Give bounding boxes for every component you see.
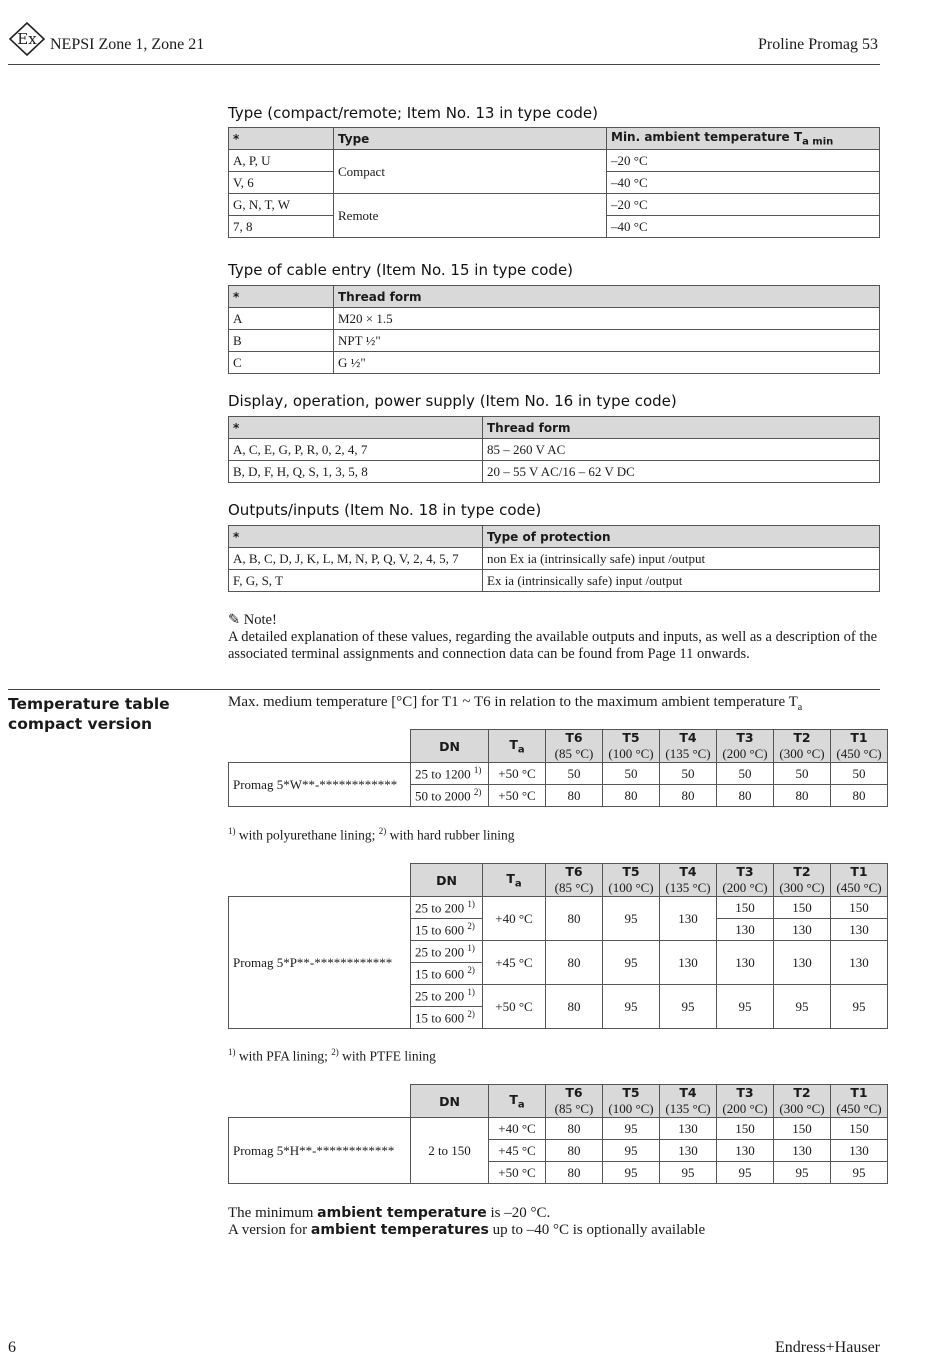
brand-name: Endress+Hauser [775,1339,880,1356]
temp-table-h [228,1084,888,1184]
table-header-row: DN $T_a$ T6 (85 °C) T5 (100 °C) T4 (135 °C) T3 (200 °C) T2 (300 °C) T1 (450 °C) [229,864,888,897]
table-row: B, D, F, H, Q, S, 1, 3, 5, 8 20 – 55 V AC/16 – 62 V DC [229,461,880,483]
cable-section-title: Type of cable entry (Item No. 15 in type code) [228,261,574,279]
col-type: Type [334,128,607,150]
table-header-row: * Thread form [229,417,880,439]
page-header [8,22,880,65]
section-divider [8,689,880,690]
table-row: A, C, E, G, P, R, 0, 2, 4, 7 85 – 260 V AC [229,439,880,461]
model-name: Promag 5*P**-************ [229,897,411,1029]
table-row: 15 to 600 $^{2)}$ [229,963,888,985]
note-block [228,612,878,663]
table-header-row: DN $T_a$ T6 (85 °C) T5 (100 °C) T4 (135 °C) T3 (200 °C) T2 (300 °C) T1 (450 °C) [229,730,888,763]
type-compact: Compact [334,150,607,194]
table-row: +50 °C 80 95 95 95 95 95 [229,1162,888,1184]
table-row: F, G, S, T Ex ia (intrinsically safe) input /output [229,570,880,592]
pencil-icon: ✎ [228,612,241,628]
footnote-p: $^{1)}$ with PFA lining; $^{2)}$ with PTFE lining [228,1047,436,1064]
table-row: C G ½" [229,352,880,374]
temp-table-w [228,729,888,807]
temp-table-p [228,863,888,1029]
closing-text: The minimum ambient temperature is –20 °C. A version for ambient temperatures up to –40 °C is optionally available [228,1205,706,1238]
table-row: A, P, U Compact –20 °C [229,150,880,172]
table-header-row: DN $T_a$ T6 (85 °C) T5 (100 °C) T4 (135 °C) T3 (200 °C) T2 (300 °C) T1 (450 °C) [229,1085,888,1118]
table-row: 50 to 2000 $^{2)}$ +50 °C 80 80 80 80 80 80 [229,785,888,807]
table-row: 25 to 200 $^{1)}$ +50 °C 80 95 95 95 95 95 [229,985,888,1007]
display-table [228,416,880,483]
side-heading: Temperature table compact version [8,695,170,733]
table-row: A M20 × 1.5 [229,308,880,330]
model-name: Promag 5*W**-************ [229,763,411,807]
outputs-section-title: Outputs/inputs (Item No. 18 in type code) [228,501,542,519]
table-header-row [229,128,880,150]
note-text: A detailed explanation of these values, regarding the available outputs and inputs, as well as a description of the associated terminal assignments and connection data can be found from Page 11 onwards. [228,629,878,662]
temperature-intro: Max. medium temperature [°C] for T1 ~ T6 in relation to the maximum ambient temperature $T_a$ [228,694,803,713]
table-row: +45 °C 80 95 130 130 130 130 [229,1140,888,1162]
table-row: Promag 5*P**-************ 25 to 200 $^{1)}$ +40 °C 80 95 130 150 150 150 [229,897,888,919]
table-row: V, 6 –40 °C [229,172,880,194]
cable-table [228,285,880,374]
footnote-w: $^{1)}$ with polyurethane lining; $^{2)}$ with hard rubber lining [228,826,515,843]
col-min-temp: Min. ambient temperature $T_{a min}$ [607,128,880,150]
table-row: 25 to 200 $^{1)}$ +45 °C 80 95 130 130 130 130 [229,941,888,963]
page-number: 6 [8,1339,16,1356]
table-row: G, N, T, W Remote –20 °C [229,194,880,216]
header-title: NEPSI Zone 1, Zone 21 [50,36,205,53]
table-row: Promag 5*W**-************ 25 to 1200 $^{1)}$ +50 °C 50 50 50 50 50 50 [229,763,888,785]
table-row: 7, 8 –40 °C [229,216,880,238]
model-name: Promag 5*H**-************ [229,1118,411,1184]
table-row: 15 to 600 $^{2)}$ 130 130 130 [229,919,888,941]
table-row: Promag 5*H**-************ 2 to 150 +40 °C 80 95 130 150 150 150 [229,1118,888,1140]
outputs-table [228,525,880,592]
ex-logo-icon [8,22,50,56]
svg-text:Ex: Ex [17,30,37,48]
col-code: * [229,128,334,150]
table-header-row: * Thread form [229,286,880,308]
table-row: B NPT ½" [229,330,880,352]
table-row: 15 to 600 $^{2)}$ [229,1007,888,1029]
header-product: Proline Promag 53 [758,36,878,53]
type-table [228,127,880,238]
table-row: A, B, C, D, J, K, L, M, N, P, Q, V, 2, 4, 5, 7 non Ex ia (intrinsically safe) input /output [229,548,880,570]
type-remote: Remote [334,194,607,238]
note-label: Note! [243,612,277,628]
table-header-row: * Type of protection [229,526,880,548]
type-section-title: Type (compact/remote; Item No. 13 in type code) [228,104,598,122]
display-section-title: Display, operation, power supply (Item No. 16 in type code) [228,392,677,410]
